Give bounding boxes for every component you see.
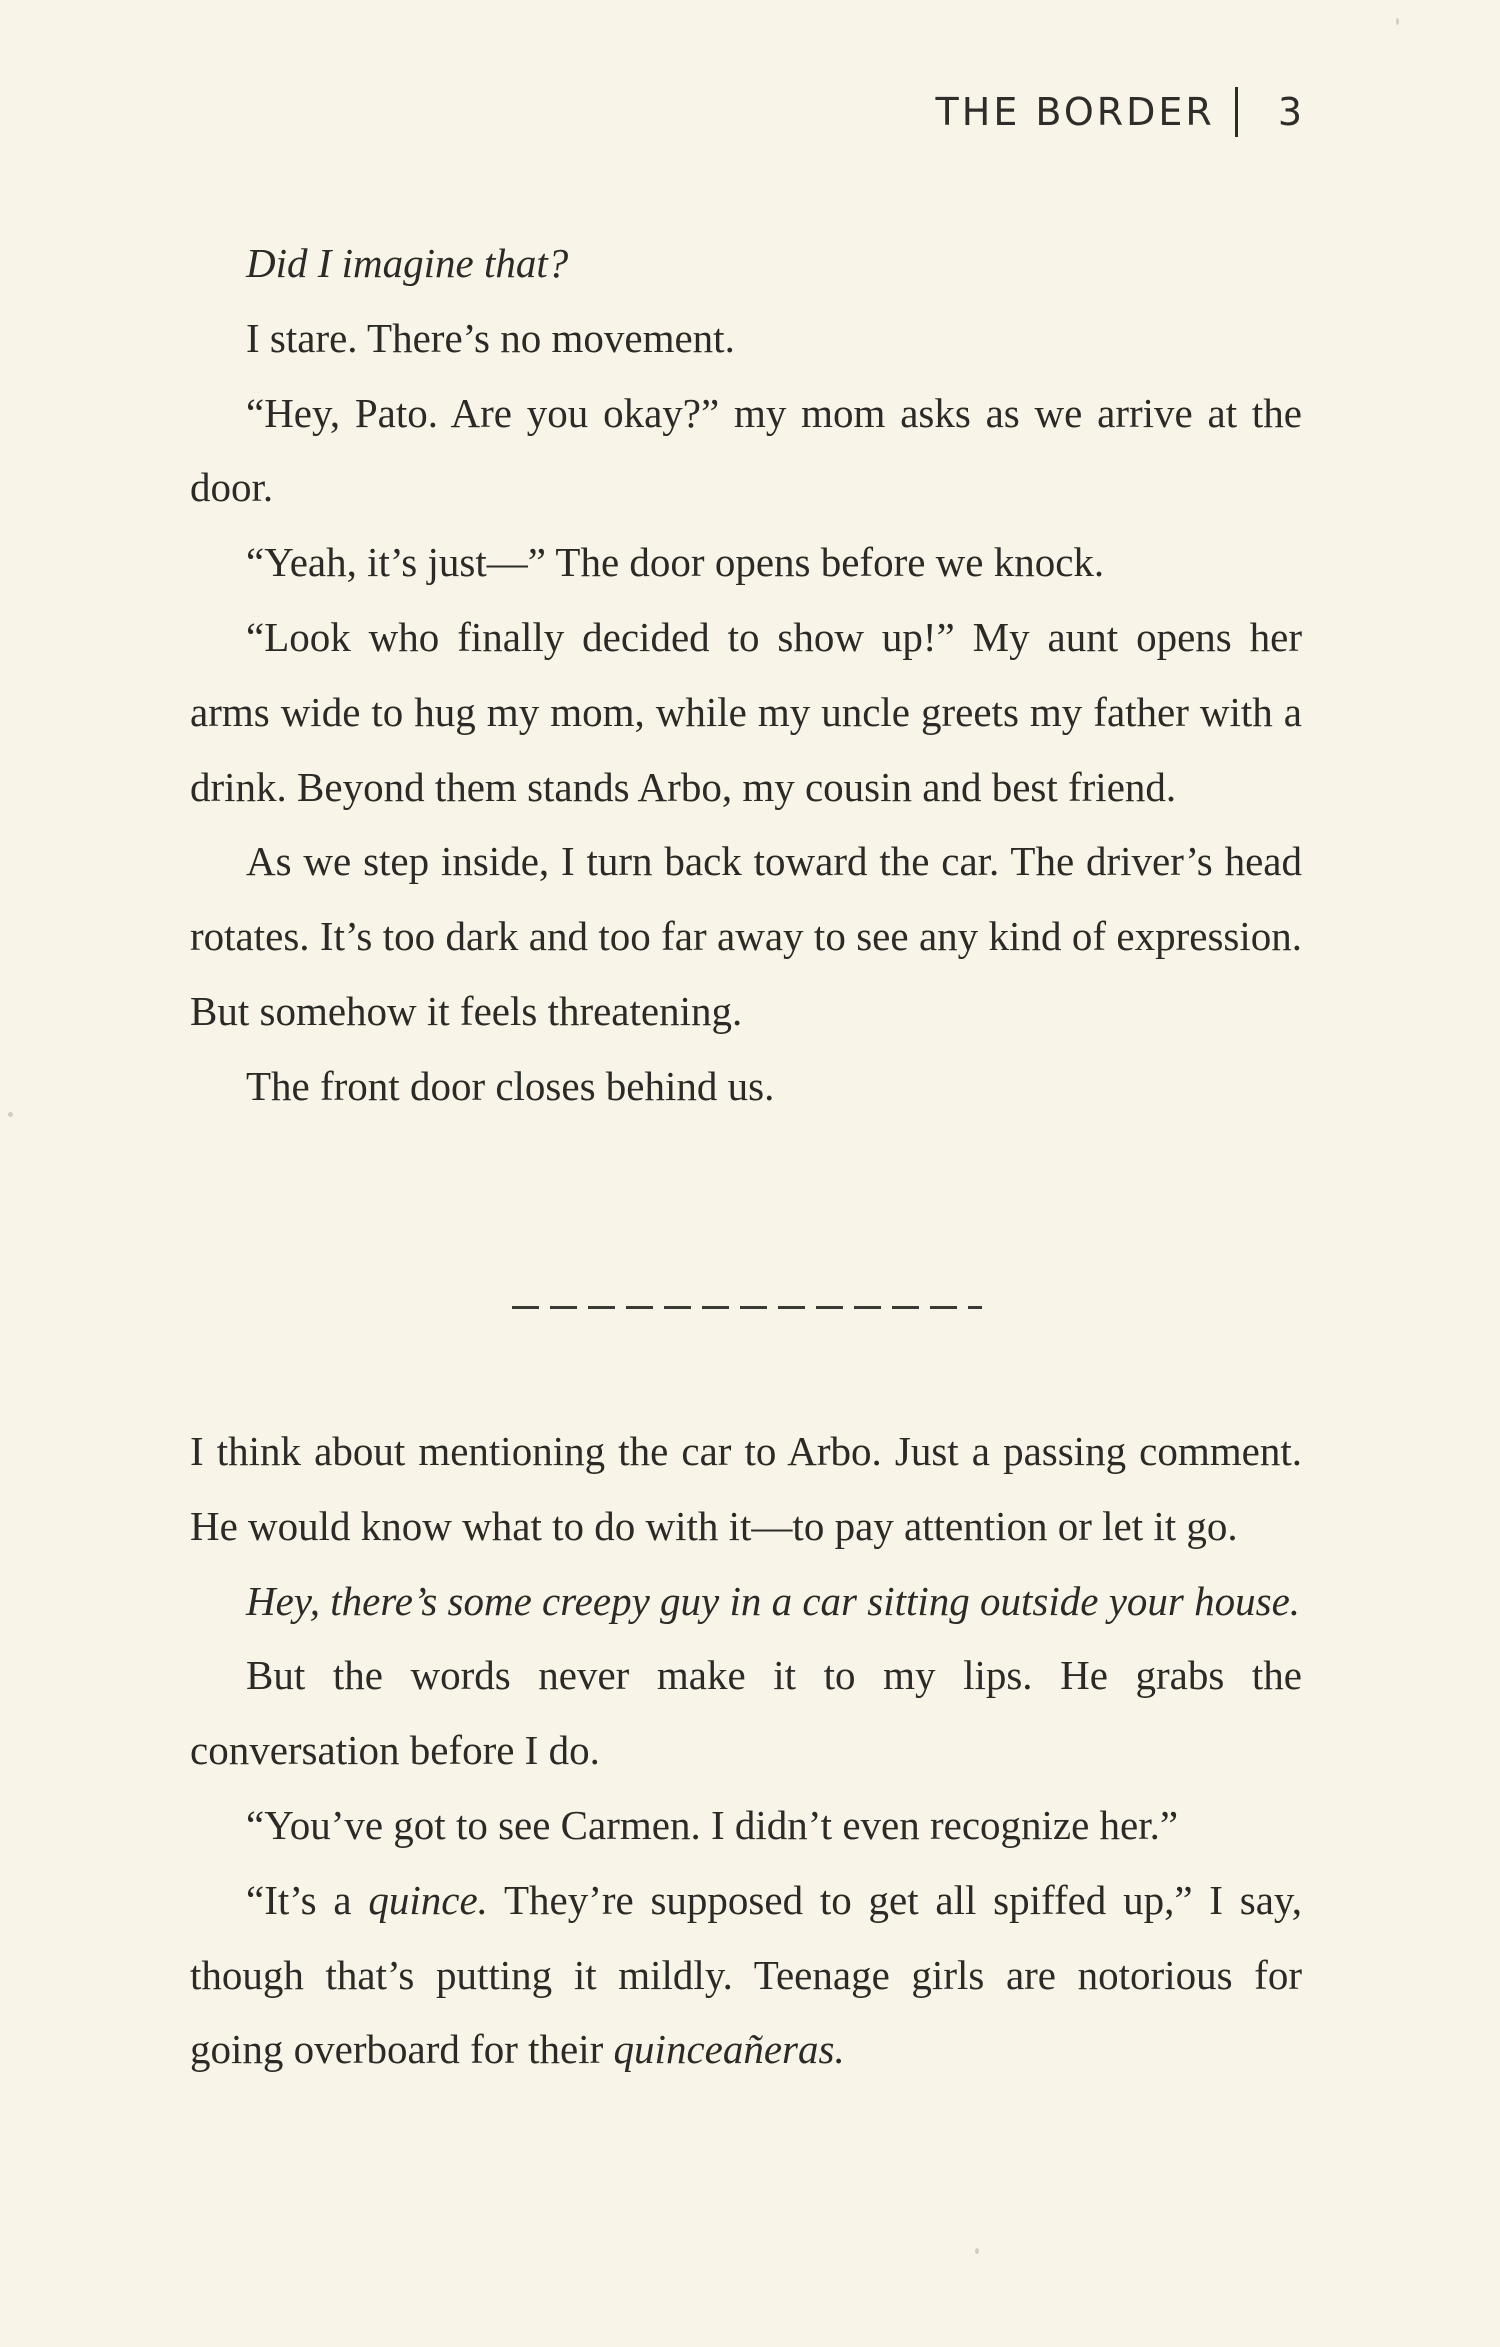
paper-speck xyxy=(975,2248,979,2254)
paragraph: “Yeah, it’s just—” The door opens before we knock. xyxy=(246,539,1105,586)
page-number: 3 xyxy=(1277,90,1302,134)
paper-speck xyxy=(8,1112,13,1117)
paragraph: “Look who finally decided to show up!” My aunt opens her arms wide to hug my mom, while my uncle greets my father with a drink. Beyond them stands Arbo, my cousin and best friend. xyxy=(190,613,1302,810)
paragraph: I stare. There’s no movement. xyxy=(246,314,735,361)
chapter-title: THE BORDER xyxy=(935,90,1215,134)
paper-speck xyxy=(1396,18,1399,25)
paragraph-text: “It’s a xyxy=(246,1876,369,1923)
paragraph: Hey, there’s some creepy guy in a car sitting outside your house. xyxy=(246,1577,1301,1624)
paragraph xyxy=(190,1863,1302,2087)
paragraph: “Hey, Pato. Are you okay?” my mom asks as we arrive at the door. xyxy=(190,389,1302,511)
paragraph: But the words never make it to my lips. He grabs the conversation before I do. xyxy=(190,1652,1302,1774)
text-section-1 xyxy=(190,226,1302,1124)
paragraph: As we step inside, I turn back toward the car. The driver’s head rotates. It’s too dark and too far away to see any kind of expression. But somehow it feels threatening. xyxy=(190,838,1302,1034)
paragraph: I think about mentioning the car to Arbo. Just a passing comment. He would know what to do with it—to pay attention or let it go. xyxy=(190,1428,1302,1549)
text-section-2 xyxy=(190,1414,1302,2087)
paragraph: The front door closes behind us. xyxy=(246,1062,775,1109)
header-divider xyxy=(1235,87,1238,137)
paragraph: Did I imagine that? xyxy=(246,240,569,286)
paragraph: “You’ve got to see Carmen. I didn’t even recognize her.” xyxy=(246,1801,1179,1848)
section-break-rule xyxy=(512,1306,982,1309)
paragraph-text: They’re supposed to get all spiffed up,” I say, though that’s putting it mildly. Teenage girls are notorious for going overboard for their xyxy=(190,1876,1302,2073)
italic-term: quinceañeras. xyxy=(613,2026,845,2073)
italic-term: quince. xyxy=(368,1876,488,1923)
running-head xyxy=(936,84,1302,140)
